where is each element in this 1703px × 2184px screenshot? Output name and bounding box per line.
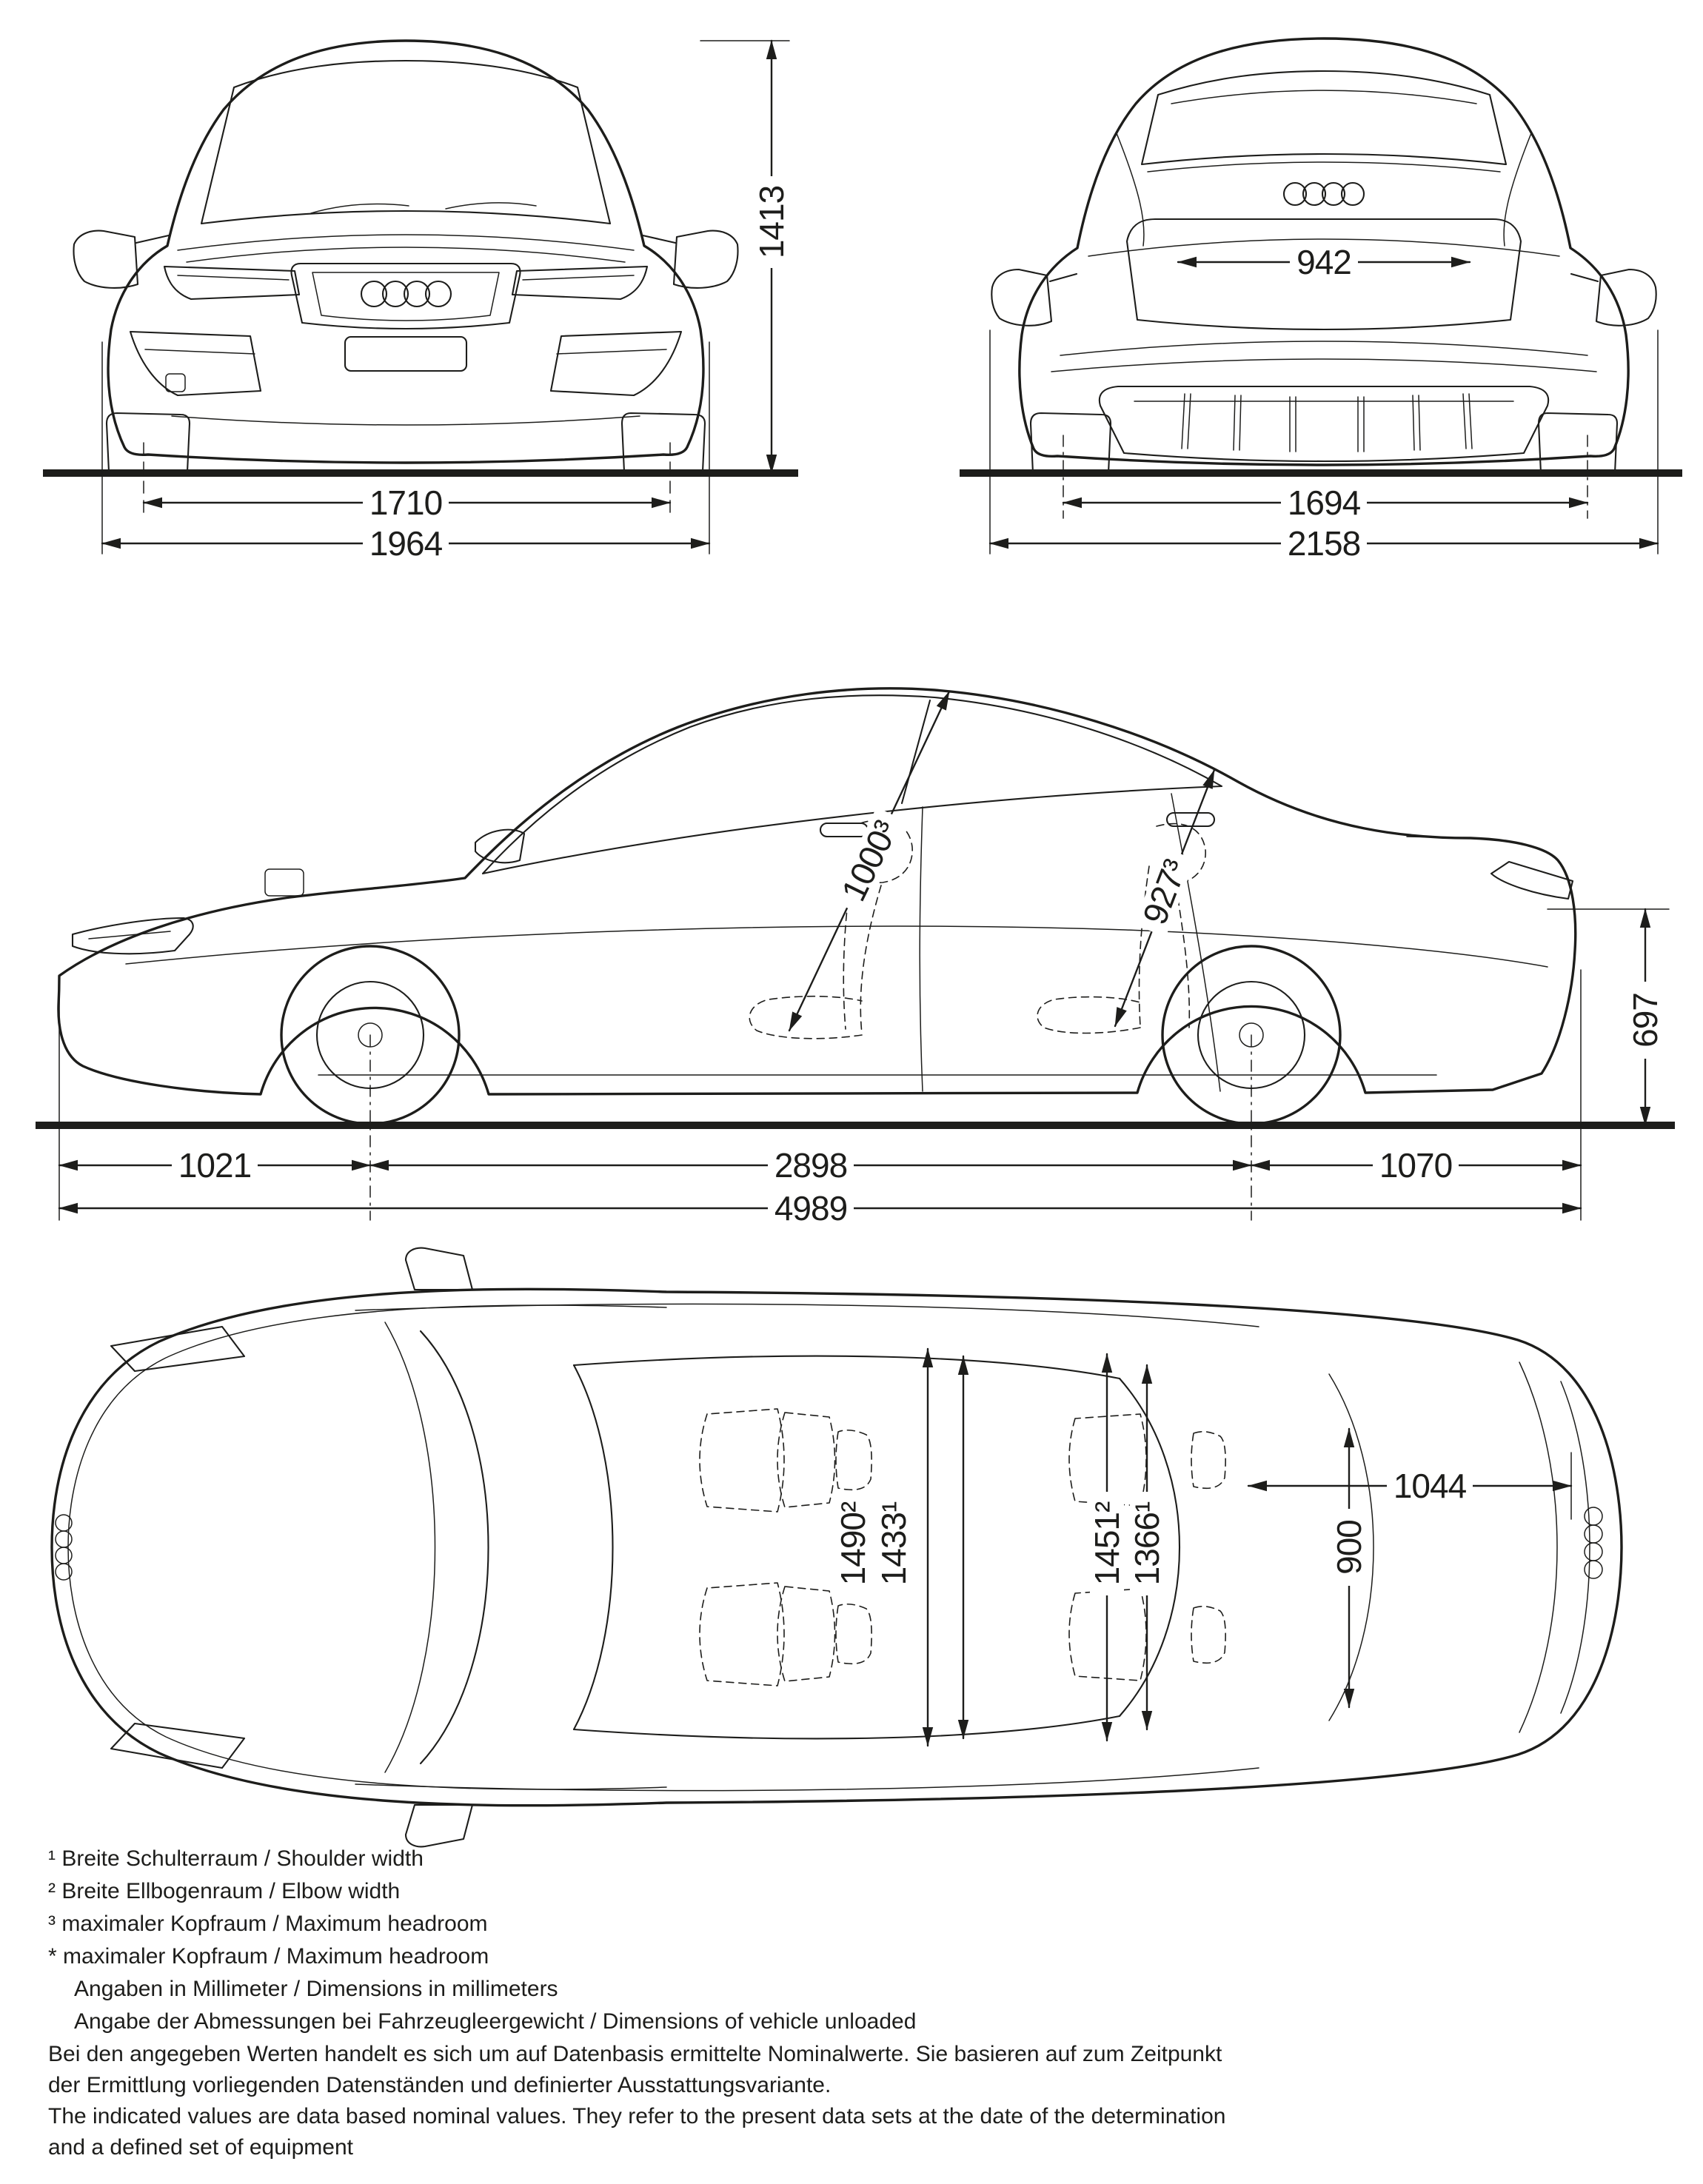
disclaimer-en-line2: and a defined set of equipment: [48, 2135, 353, 2160]
side-seats-dashed: [749, 820, 1205, 1038]
footnote-shoulder: ¹ Breite Schulterraum / Shoulder width: [48, 1846, 424, 1871]
rear-width-label: 2158: [1287, 524, 1361, 563]
side-rear-height-label: 697: [1626, 993, 1664, 1048]
top-trunk-width-label: 900: [1330, 1520, 1368, 1575]
top-elbow-rear-label: 1451²: [1088, 1501, 1126, 1586]
side-wheelbase-label: 2898: [774, 1146, 848, 1185]
front-height-label: 1413: [752, 185, 791, 259]
rear-view: [960, 38, 1682, 563]
front-width-label: 1964: [369, 524, 443, 563]
disclaimer-de-line1: Bei den angegeben Werten handelt es sich um auf Datenbasis ermittelte Nominalwerte. Sie basieren auf zum Zeitpunkt: [48, 2042, 1222, 2066]
footnote-unloaded: Angabe der Abmessungen bei Fahrzeugleergewicht / Dimensions of vehicle unloaded: [74, 2009, 917, 2034]
top-elbow-front-label: 1490²: [834, 1501, 872, 1586]
top-dimensions: [834, 1349, 1571, 1746]
front-track-label: 1710: [369, 483, 443, 522]
front-car-drawing: [74, 41, 738, 472]
front-dimensions: [102, 41, 791, 563]
side-view: [36, 689, 1675, 1227]
footnote-headroom-star: * maximaler Kopfraum / Maximum headroom: [48, 1944, 489, 1969]
disclaimer-en-line1: The indicated values are data based nominal values. They refer to the present data sets at the date of the determination: [48, 2104, 1226, 2128]
side-length-label: 4989: [774, 1189, 848, 1227]
side-headroom-rear-label: 927³: [1134, 854, 1195, 930]
rear-track-label: 1694: [1287, 483, 1361, 522]
footnote-units: Angaben in Millimeter / Dimensions in millimeters: [74, 1977, 558, 2001]
disclaimer-de-line2: der Ermittlung vorliegenden Datenständen und definierter Ausstattungsvariante.: [48, 2073, 832, 2097]
top-view: [52, 1248, 1622, 1847]
footnotes: [48, 1846, 1225, 2160]
rear-opening-label: 942: [1297, 243, 1351, 281]
side-car-drawing: [58, 689, 1576, 1124]
top-shoulder-front-label: 1433¹: [874, 1501, 913, 1586]
side-rear-overhang-label: 1070: [1379, 1146, 1453, 1185]
rear-dimensions: [990, 243, 1658, 563]
side-front-overhang-label: 1021: [178, 1146, 252, 1185]
top-tailgate-width-label: 1044: [1393, 1467, 1467, 1505]
audi-rings-icon: [361, 281, 451, 307]
front-view: [43, 41, 798, 563]
footnote-headroom-3: ³ maximaler Kopfraum / Maximum headroom: [48, 1912, 488, 1936]
side-headroom-front-label: 1000³: [833, 814, 906, 908]
audi-rings-icon: [56, 1507, 1602, 1580]
footnote-elbow: ² Breite Ellbogenraum / Elbow width: [48, 1879, 401, 1903]
top-shoulder-rear-label: 1366¹: [1128, 1501, 1166, 1586]
audi-rings-icon: [1284, 183, 1364, 205]
